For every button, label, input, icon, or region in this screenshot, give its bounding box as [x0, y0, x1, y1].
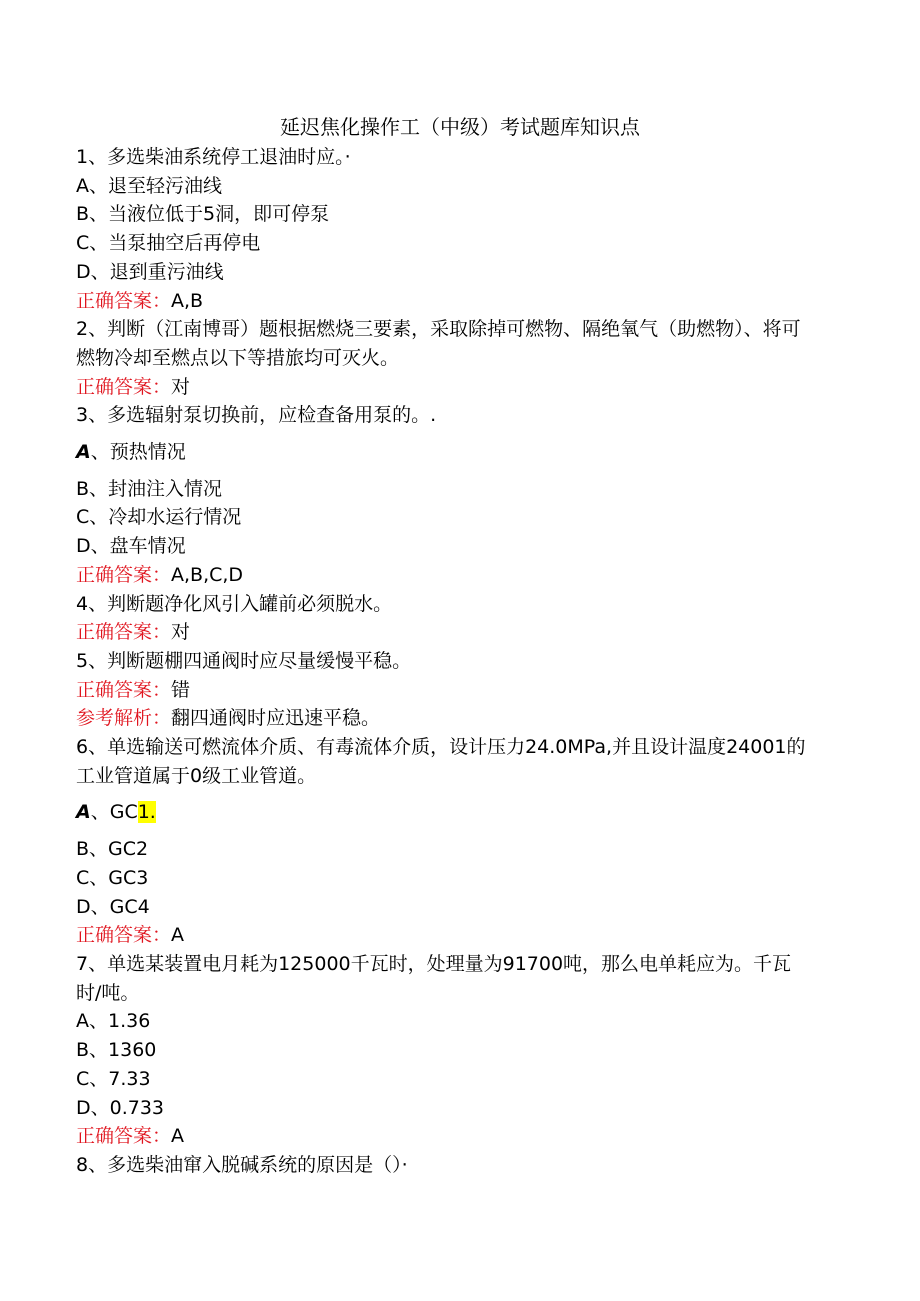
question-1-option-d: D、退到重污油线: [76, 260, 224, 283]
option-text: 、GC: [90, 801, 138, 824]
question-7-option-c: C、7.33: [76, 1067, 151, 1090]
answer-label: 正确答案：: [76, 621, 172, 644]
question-3-option-d: D、盘车情况: [76, 535, 186, 558]
question-5-explanation: [76, 704, 816, 733]
document-title: 延迟焦化操作工（中级）考试题库知识点: [280, 115, 640, 139]
question-6-answer: [76, 921, 816, 950]
question-7-answer: [76, 1122, 816, 1151]
question-3-option-a: [76, 438, 816, 467]
question-list: [76, 143, 816, 1180]
question-4-stem: 4、判断题净化风引入罐前必须脱水。: [76, 592, 393, 615]
question-5-stem: 5、判断题棚四通阀时应尽量缓慢平稳。: [76, 649, 412, 672]
question-1-stem: 1、多选柴油系统停工退油时应。·: [76, 146, 351, 168]
question-5-answer: [76, 676, 816, 705]
answer-value: A,B: [171, 289, 204, 312]
question-3-option-b: B、封油注入情况: [76, 477, 223, 500]
question-7-option-a: A、1.36: [76, 1010, 151, 1033]
question-1-option-c: C、当泵抽空后再停电: [76, 232, 261, 255]
answer-value: 对: [171, 621, 191, 644]
option-text: 、预热情况: [90, 441, 186, 464]
question-3-stem: 3、多选辐射泵切换前，应检查备用泵的。.: [76, 404, 437, 427]
question-7-option-d: D、0.733: [76, 1096, 165, 1119]
answer-label: 正确答案：: [76, 289, 172, 312]
answer-label: 正确答案：: [76, 375, 172, 398]
question-1-option-a: A、退至轻污油线: [76, 174, 222, 197]
question-2-answer: [76, 373, 816, 402]
question-6-stem: 6、单选输送可燃流体介质、有毒流体介质，设计压力24.0MPa,并且设计温度24001的工业管道属于0级工业管道。: [76, 736, 806, 787]
answer-label: 正确答案：: [76, 924, 172, 947]
option-letter: A: [76, 441, 91, 464]
question-6-option-d: D、GC4: [76, 895, 150, 918]
question-6-option-b: B、GC2: [76, 838, 149, 861]
answer-value: A: [171, 1125, 185, 1148]
option-letter: A: [76, 801, 91, 824]
question-7-option-b: B、1360: [76, 1039, 157, 1062]
answer-label: 正确答案：: [76, 678, 172, 701]
question-4-answer: [76, 618, 816, 647]
answer-value: 对: [171, 375, 191, 398]
question-3-answer: [76, 561, 816, 590]
question-3-option-c: C、冷却水运行情况: [76, 506, 242, 529]
question-1-option-b: B、当液位低于5洞，即可停泵: [76, 203, 330, 226]
answer-value: A: [171, 924, 185, 947]
question-6-option-c: C、GC3: [76, 866, 149, 889]
answer-label: 正确答案：: [76, 563, 172, 586]
highlighted-text: 1.: [137, 801, 156, 824]
answer-value: A,B,C,D: [171, 563, 244, 586]
question-2-stem: 2、判断（江南博哥）题根据燃烧三要素，采取除掉可燃物、隔绝氧气（助燃物）、将可燃物冷却至燃点以下等措旅均可灭火。: [76, 318, 801, 369]
explanation-text: 翻四通阀时应迅速平稳。: [171, 707, 381, 730]
question-8-stem: 8、多选柴油窜入脱碱系统的原因是（）·: [76, 1153, 408, 1176]
explanation-label: 参考解析：: [76, 707, 172, 730]
question-1-answer: [76, 287, 816, 316]
answer-label: 正确答案：: [76, 1125, 172, 1148]
question-7-stem: 7、单选某装置电月耗为125000千瓦时，处理量为91700吨，那么电单耗应为。千瓦时/吨。: [76, 952, 792, 1004]
answer-value: 错: [171, 678, 191, 701]
question-6-option-a: [76, 798, 816, 827]
